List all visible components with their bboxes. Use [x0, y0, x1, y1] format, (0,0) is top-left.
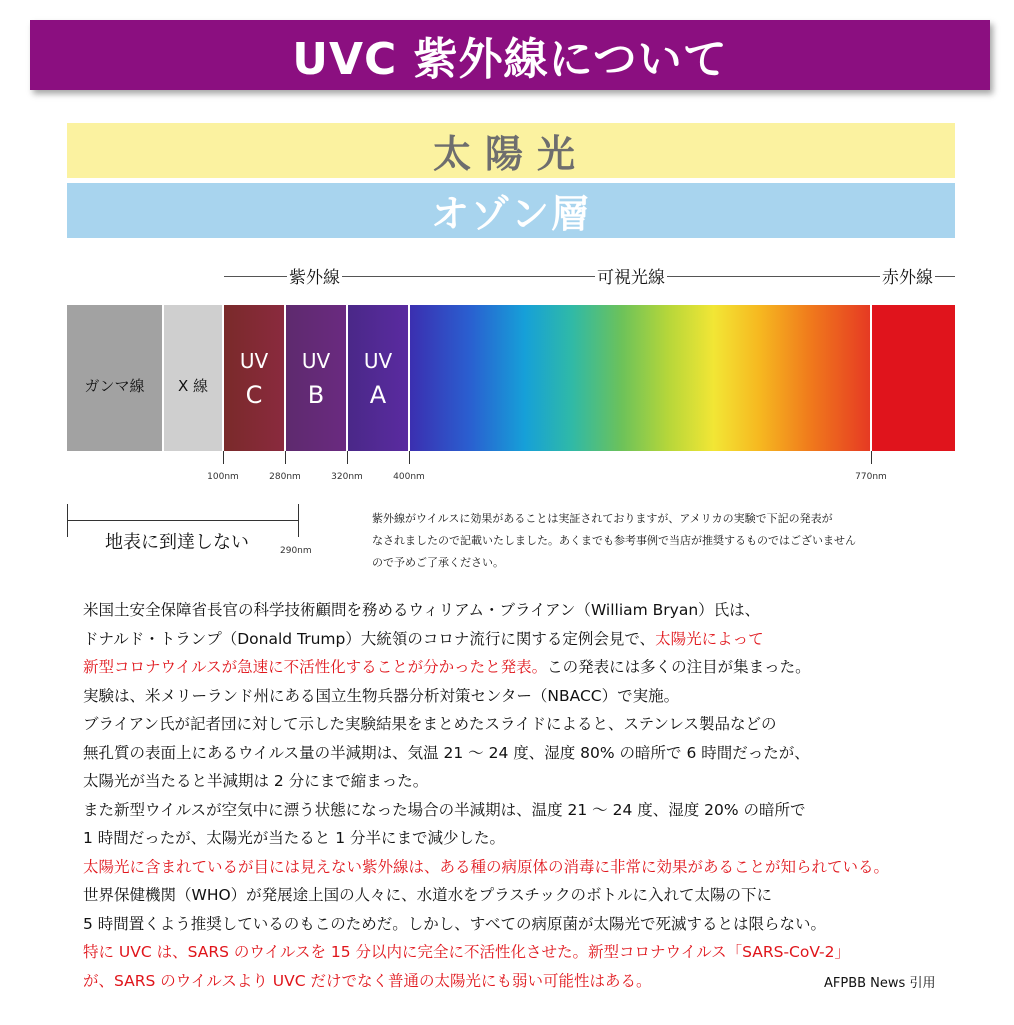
tick-label-320nm: 320nm: [331, 472, 363, 482]
body-text: この発表には多くの注目が集まった。: [547, 658, 811, 676]
body-line: 米国土安全保障省長官の科学技術顧問を務めるウィリアム・ブライアン（William Bryan）氏は、: [83, 601, 761, 619]
disclaimer-note: [372, 508, 972, 574]
body-line: 5 時間置くよう推奨しているのもこのためだ。しかし、すべての病原菌が太陽光で死滅するとは限らない。: [83, 914, 826, 933]
tick-label-100nm: 100nm: [207, 472, 239, 482]
body-text: ドナルド・トランプ（Donald Trump）大統領のコロナ流行に関する定例会見で、: [83, 629, 656, 648]
tick-label-770nm: 770nm: [855, 472, 887, 482]
highlight-line: が、SARS のウイルスより UVC だけでなく普通の太陽光にも弱い可能性はある。: [83, 971, 652, 990]
gamma-ray-segment: [67, 305, 162, 451]
body-line: 太陽光が当たると半減期は 2 分にまで縮まった。: [83, 772, 429, 790]
uva-segment: [348, 305, 408, 451]
uvb-segment: [286, 305, 346, 451]
tick-400nm: [409, 451, 410, 464]
uv-range-label: 紫外線: [287, 263, 342, 288]
note-line: なされましたので記載いたしました。あくまでも参考事例で当店が推奨するものではございません: [372, 534, 856, 547]
title-banner: [30, 20, 990, 90]
body-line: 無孔質の表面上にあるウイルス量の半減期は、気温 21 ～ 24 度、湿度 80% の暗所で 6 時間だったが、: [83, 743, 810, 762]
tick-100nm: [223, 451, 224, 464]
highlight-line: 特に UVC は、SARS のウイルスを 15 分以内に完全に不活性化させた。新型コロナウイルス「SARS-CoV-2」: [83, 943, 850, 961]
article-body: [83, 596, 983, 995]
uvc-label-top: UV: [239, 349, 269, 373]
tick-label-400nm: 400nm: [393, 472, 425, 482]
body-line: また新型ウイルスが空気中に漂う状態になった場合の半減期は、温度 21 ～ 24 度、湿度 20% の暗所で: [83, 800, 806, 819]
body-line: 世界保健機関（WHO）が発展途上国の人々に、水道水をプラスチックのボトルに入れて太陽の下に: [83, 886, 772, 904]
visible-light-segment: [410, 305, 870, 451]
highlight-text: 新型コロナウイルスが急速に不活性化することが分かったと発表。: [83, 658, 548, 676]
tick-label-290nm: 290nm: [280, 546, 312, 556]
body-line: ブライアン氏が記者団に対して示した実験結果をまとめたスライドによると、ステンレス製品などの: [83, 715, 777, 733]
xray-segment: [164, 305, 222, 451]
sunlight-band: 太陽光: [67, 123, 955, 178]
body-line: [83, 625, 983, 654]
source-credit: AFPBB News 引用: [824, 976, 936, 991]
tick-770nm: [871, 451, 872, 464]
gamma-ray-label: ガンマ線: [84, 377, 145, 395]
uva-label-top: UV: [363, 349, 393, 373]
uvb-label-top: UV: [301, 349, 331, 373]
tick-label-280nm: 280nm: [269, 472, 301, 482]
no-reach-bracket-left: [67, 504, 68, 537]
body-line: [83, 653, 983, 682]
no-reach-label: 地表に到達しない: [105, 532, 249, 553]
ir-range-label: 赤外線: [880, 263, 935, 288]
body-line: 実験は、米メリーランド州にある国立生物兵器分析対策センター（NBACC）で実施。: [83, 686, 680, 705]
uva-label-bottom: A: [369, 381, 387, 409]
uvc-segment: [224, 305, 284, 451]
infrared-segment: [872, 305, 955, 451]
uvb-label-bottom: B: [307, 381, 325, 409]
highlight-line: 太陽光に含まれているが目には見えない紫外線は、ある種の病原体の消毒に非常に効果があることが知られている。: [83, 857, 890, 876]
body-line: 1 時間だったが、太陽光が当たると 1 分半にまで減少した。: [83, 829, 506, 847]
highlight-text: 太陽光によって: [655, 629, 764, 648]
xray-label: X 線: [177, 377, 209, 395]
ozone-layer-band: オゾン層: [67, 183, 955, 238]
uvc-label-bottom: C: [245, 381, 263, 409]
no-reach-bracket: [67, 520, 298, 521]
page-title: UVC 紫外線について: [292, 34, 728, 85]
no-reach-bracket-right: [298, 504, 299, 537]
note-line: 紫外線がウイルスに効果があることは実証されておりますが、アメリカの実験で下記の発表が: [372, 512, 833, 525]
tick-320nm: [347, 451, 348, 464]
tick-280nm: [285, 451, 286, 464]
visible-range-label: 可視光線: [595, 263, 667, 288]
note-line: ので予めご了承ください。: [372, 556, 504, 569]
